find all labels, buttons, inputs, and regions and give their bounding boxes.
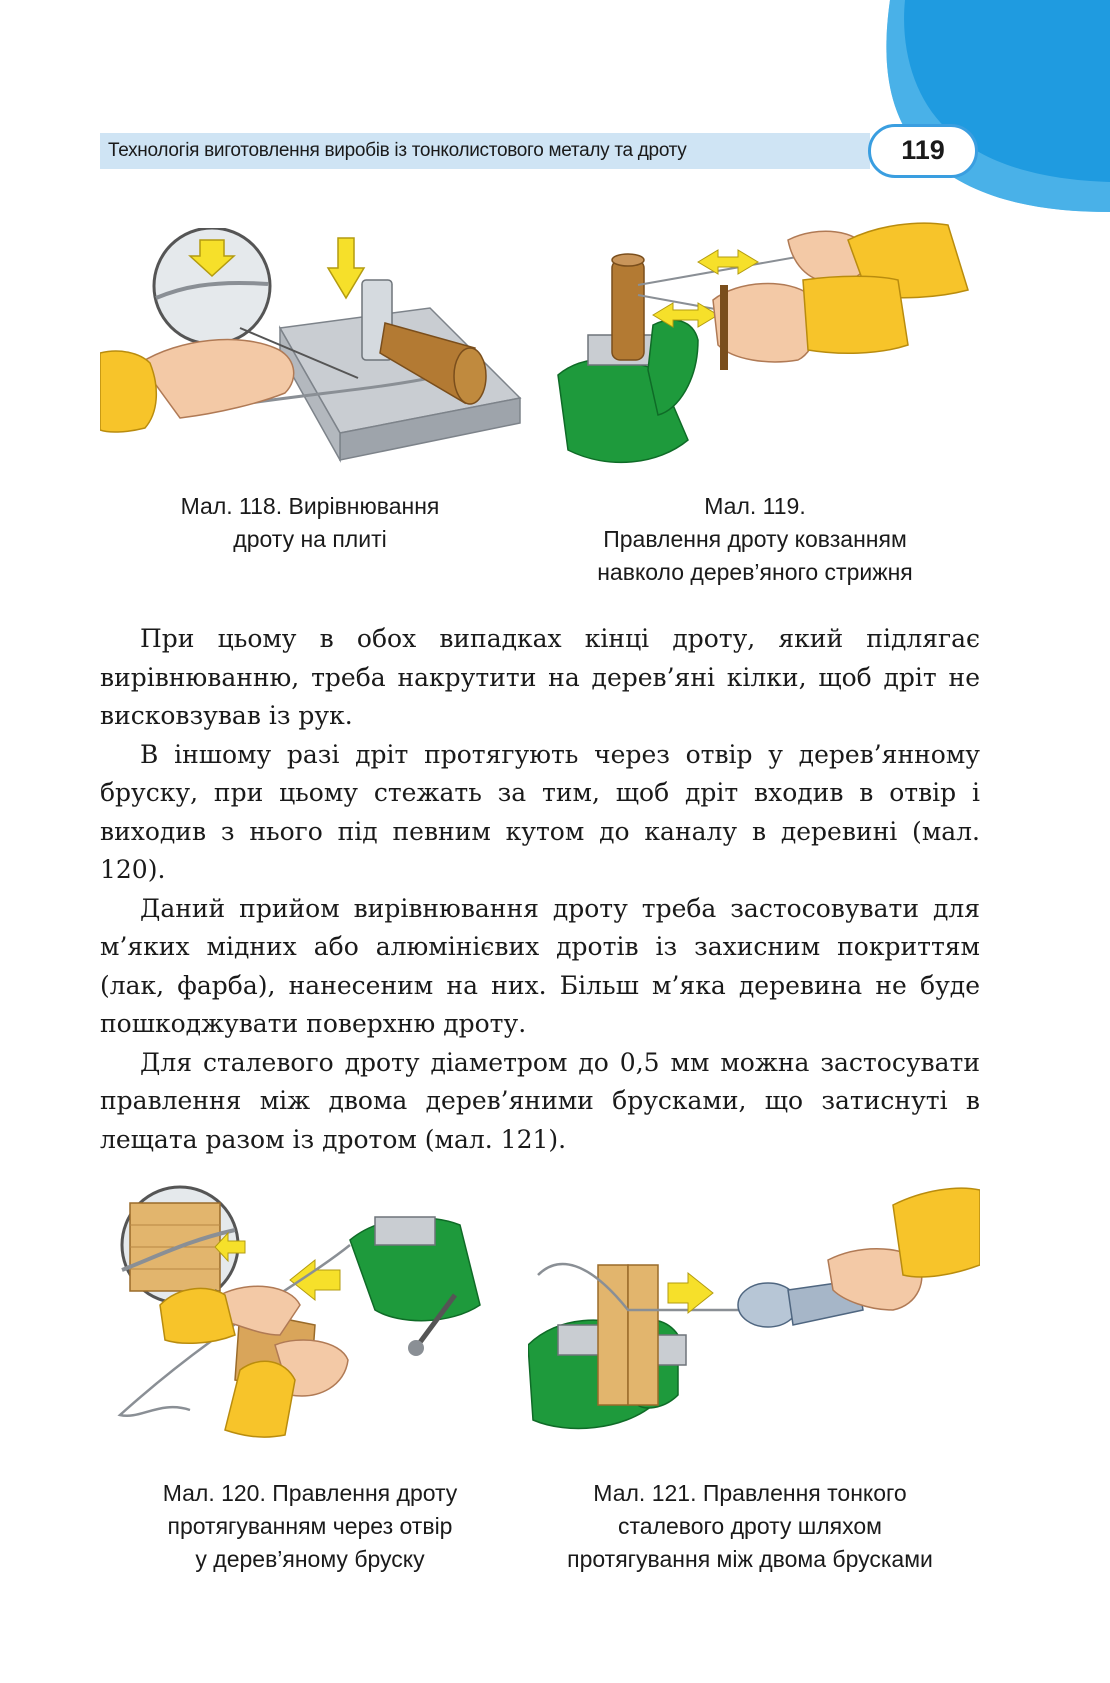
figure-120-caption — [120, 1477, 500, 1576]
caption-line: дроту на плиті — [233, 526, 387, 552]
figure-118-illustration — [100, 228, 530, 488]
paragraph: При цьому в обох випадках кінці дроту, який підлягає вирівнюванню, треба накрутити на дерев’яні кілки, щоб дріт не висковзував із рук. — [100, 624, 980, 730]
paragraph: Даний прийом вирівнювання дроту треба застосовувати для м’яких мідних або алюмінієвих дротів із захисним покриттям (лак, фарба), нанесеним на них. Більш м’яка деревина не буде пошкоджувати поверхню дроту. — [100, 893, 980, 1038]
paragraph: Для сталевого дроту діаметром до 0,5 мм можна застосувати правлення між двома дерев’яними брусками, що затиснуті в лещата разом із дротом (мал. 121). — [100, 1047, 980, 1154]
caption-line: Мал. 121. Правлення тонкого — [593, 1480, 907, 1506]
paragraph: В іншому разі дріт протягують через отвір у дерев’янному бруску, при цьому стежать за тим, щоб дріт входив в отвір і виходив з нього під певним кутом до каналу в деревині (мал. 120). — [100, 739, 980, 884]
figure-121-caption — [520, 1477, 980, 1576]
caption-line: Мал. 118. Вирівнювання — [180, 493, 440, 519]
caption-line: Мал. 120. Правлення дроту — [162, 1480, 458, 1506]
figure-119-illustration — [548, 220, 978, 480]
figure-119-caption — [545, 490, 965, 589]
caption-line: у дерев’яному бруску — [195, 1546, 425, 1572]
caption-line: Правлення дроту ковзанням — [603, 526, 907, 552]
caption-line: протягування між двома брусками — [567, 1546, 933, 1572]
running-header: Технологія виготовлення виробів із тонколистового металу та дроту — [108, 140, 687, 161]
figure-121-illustration — [528, 1185, 980, 1460]
caption-line: навколо дерев’яного стрижня — [597, 559, 913, 585]
caption-line: Мал. 119. — [704, 493, 806, 519]
figure-118-caption — [130, 490, 490, 556]
caption-line: протягуванням через отвір — [167, 1513, 453, 1539]
body-text — [100, 620, 980, 1159]
caption-line: сталевого дроту шляхом — [618, 1513, 882, 1539]
page-number: 119 — [901, 135, 945, 165]
figure-120-illustration — [100, 1185, 530, 1460]
